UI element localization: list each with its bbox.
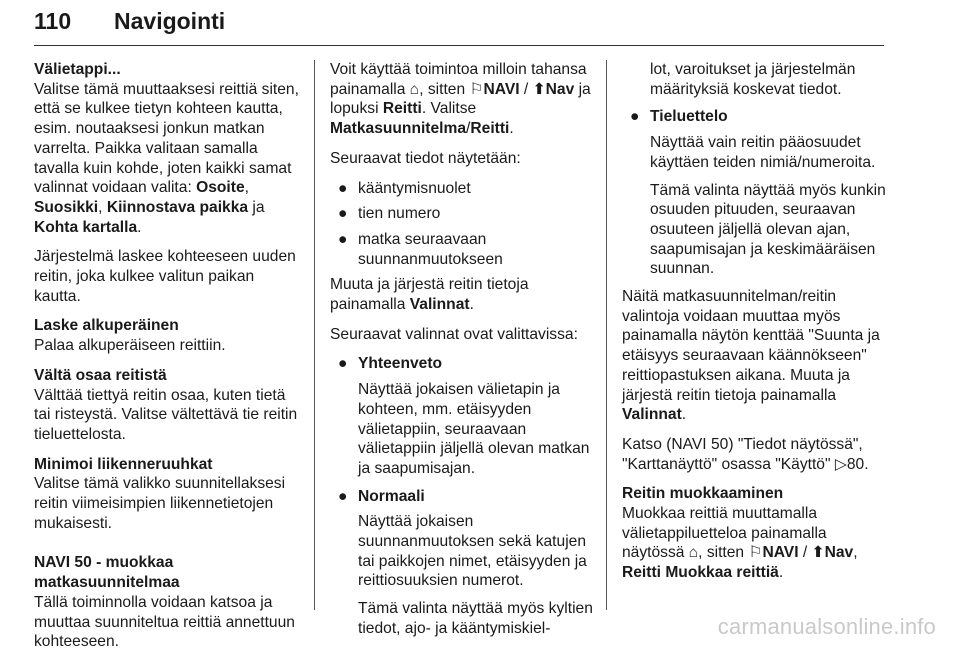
column-1 [34,60,300,662]
body-paragraph: Järjestelmä laskee kohteeseen uuden reitin, joka kulkee valitun paikan kautta. [34,248,296,305]
option-heading: Yhteenveto [358,355,443,373]
button-label: Nav [545,80,575,98]
body-text: Voit käyttää toimintoa milloin tahansa painamalla [330,61,587,98]
watermark: carmanualsonline.info [717,614,936,639]
button-label: Reitti [470,120,510,138]
body-paragraph [622,435,888,474]
punct: . [509,120,514,138]
page-title: Navigointi [114,8,226,34]
header-rule [34,45,884,46]
section-navi50 [34,553,300,652]
punct: / [519,80,533,98]
section-edit-route [622,484,888,583]
body-text: Näitä matkasuunnitelman/reitin valintoja voidaan muuttaa myös painamalla näytön kenttää "Suunta ja etäisyys seuraavaan käännökseen" reittiopastuksen aikana. Muuta ja järjestä reitin tietoja painamalla [622,288,880,404]
flag-icon: ⚐ [748,544,763,562]
punct: . [864,455,869,473]
page-header [34,2,884,48]
body-paragraph [330,60,598,139]
info-list [330,179,598,270]
punct: / [466,120,471,138]
section-heading: matkasuunnitelmaa [34,574,180,592]
option-description: Näyttää jokaisen välietapin ja kohteen, mm. etäisyyden välietappiin, seuraavaan välietappiin jäljellä olevan matkan ja saapumisajan. [358,381,590,477]
flag-icon: ⚐ [469,80,484,98]
body-text: Katso (NAVI 50) "Tiedot näytössä", "Karttanäyttö" osassa "Käyttö" [622,435,863,473]
punct: , [98,198,107,216]
body-text: , sitten [419,80,470,98]
list-item-text: kääntymisnuolet [358,179,471,197]
column-divider [314,60,315,610]
column-3 [622,60,888,593]
section-heading: Reitin muokkaaminen [622,485,784,503]
list-item: ● kääntymisnuolet [338,179,471,197]
body-text: Tällä toiminnolla voidaan katsoa ja muuttaa suunniteltua reittiä annettuun kohteeseen. [34,593,295,651]
button-label: Valinnat [409,296,470,314]
page-ref-number[interactable]: 80 [846,455,865,473]
body-text: , sitten [698,544,749,562]
section-heading: Minimoi liikenneruuhkat [34,455,213,473]
body-text: . Valitse [421,100,477,118]
option-label: Kohta kartalla [34,218,138,236]
option-description: Tämä valinta näyttää myös kunkin osuuden pituuden, seuraavan osuuteen jäljellä olevan ajan, saapumisajan ja keskimääräisen suunnan. [650,181,886,278]
list-item: ● Yhteenveto [338,355,443,373]
section-heading: Vältä osaa reitistä [34,366,167,384]
button-label: Nav [824,544,854,562]
list-item: ● Tieluettelo [630,108,728,126]
punct: , [853,544,858,562]
button-label: Matkasuunnitelma [330,120,467,138]
body-paragraph [622,287,888,425]
arrow-up-icon: ⬆ [532,80,546,98]
punct: / [798,544,812,562]
section-waypoint [34,60,300,237]
home-icon: ⌂ [409,80,420,98]
punct: ja [248,198,265,216]
list-item: ● tien numero [338,205,441,223]
body-text: ja lopuksi [330,80,591,118]
column-2 [330,60,598,647]
list-item-text: matka seuraavaan suunnanmuutokseen [358,230,503,268]
column-divider [606,60,607,610]
button-label: Valinnat [622,406,682,424]
punct: . [681,406,687,424]
body-text: Muuta ja järjestä reitin tietoja painamalla [330,276,529,314]
option-label: Suosikki [34,198,99,216]
body-paragraph: Seuraavat valinnat ovat valittavissa: [330,325,578,343]
option-description: Näyttää jokaisen suunnanmuutoksen sekä katujen tai paikkojen nimet, etäisyyden ja reittiosuuksien numerot. [358,513,587,590]
body-text: Muokkaa reittiä muuttamalla välietappiluetteloa painamalla näytössä [622,505,827,562]
body-text: Valitse tämä muuttaaksesi reittiä siten, että se kulkee tietyn kohteen kautta, esim. noutaaksesi jonkun matkan varrelta. Paikka valitaan samalla tavalla kuin kohde, joten kaikki samat valinnat voidaan valita: [34,80,299,197]
button-label: Reitti Muokkaa reittiä [622,564,779,582]
option-description: lot, varoitukset ja järjestelmän määrityksiä koskevat tiedot. [650,61,856,98]
option-heading: Normaali [358,487,425,505]
body-paragraph [330,275,598,314]
punct: . [778,564,784,582]
list-item: ● matka seuraavaan suunnanmuutokseen [338,230,503,268]
option-label: Kiinnostava paikka [106,198,249,216]
list-item: ● Normaali [338,487,425,505]
body-text: Palaa alkuperäiseen reittiin. [34,337,226,355]
page-number: 110 [34,8,72,34]
section-heading: NAVI 50 - muokkaa [34,554,174,572]
punct: . [137,218,142,236]
home-icon: ⌂ [688,544,699,562]
option-description: Tämä valinta näyttää myös kyltien tiedot, ajo- ja kääntymiskiel- [358,600,593,637]
option-heading: Tieluettelo [650,108,728,126]
option-label: Osoite [196,179,245,197]
punct: , [244,179,249,197]
list-item-text: tien numero [358,205,441,223]
options-list [330,354,598,374]
arrow-up-icon: ⬆ [811,544,825,562]
body-paragraph: Seuraavat tiedot näytetään: [330,149,521,167]
button-label: NAVI [483,80,520,98]
options-list [622,107,888,127]
button-label: Reitti [382,100,422,118]
body-text: Valitse tämä valikko suunnitellaksesi reitin viimeisimpien liikennetietojen mukaisesti. [34,475,286,532]
option-description: Näyttää vain reitin pääosuudet käyttäen teiden nimiä/numeroita. [650,134,876,171]
page-ref-icon[interactable]: ▷ [834,455,847,473]
button-label: NAVI [762,544,799,562]
punct: . [469,296,474,314]
body-text: Välttää tiettyä reitin osaa, kuten tietä tai risteystä. Valitse vältettävä tie reitin tieluettelosta. [34,386,298,443]
section-heading: Välietappi... [34,61,121,78]
section-traffic [34,455,300,534]
section-recalc [34,316,300,355]
section-avoid [34,366,300,445]
options-list [330,487,598,507]
section-heading: Laske alkuperäinen [34,317,179,335]
